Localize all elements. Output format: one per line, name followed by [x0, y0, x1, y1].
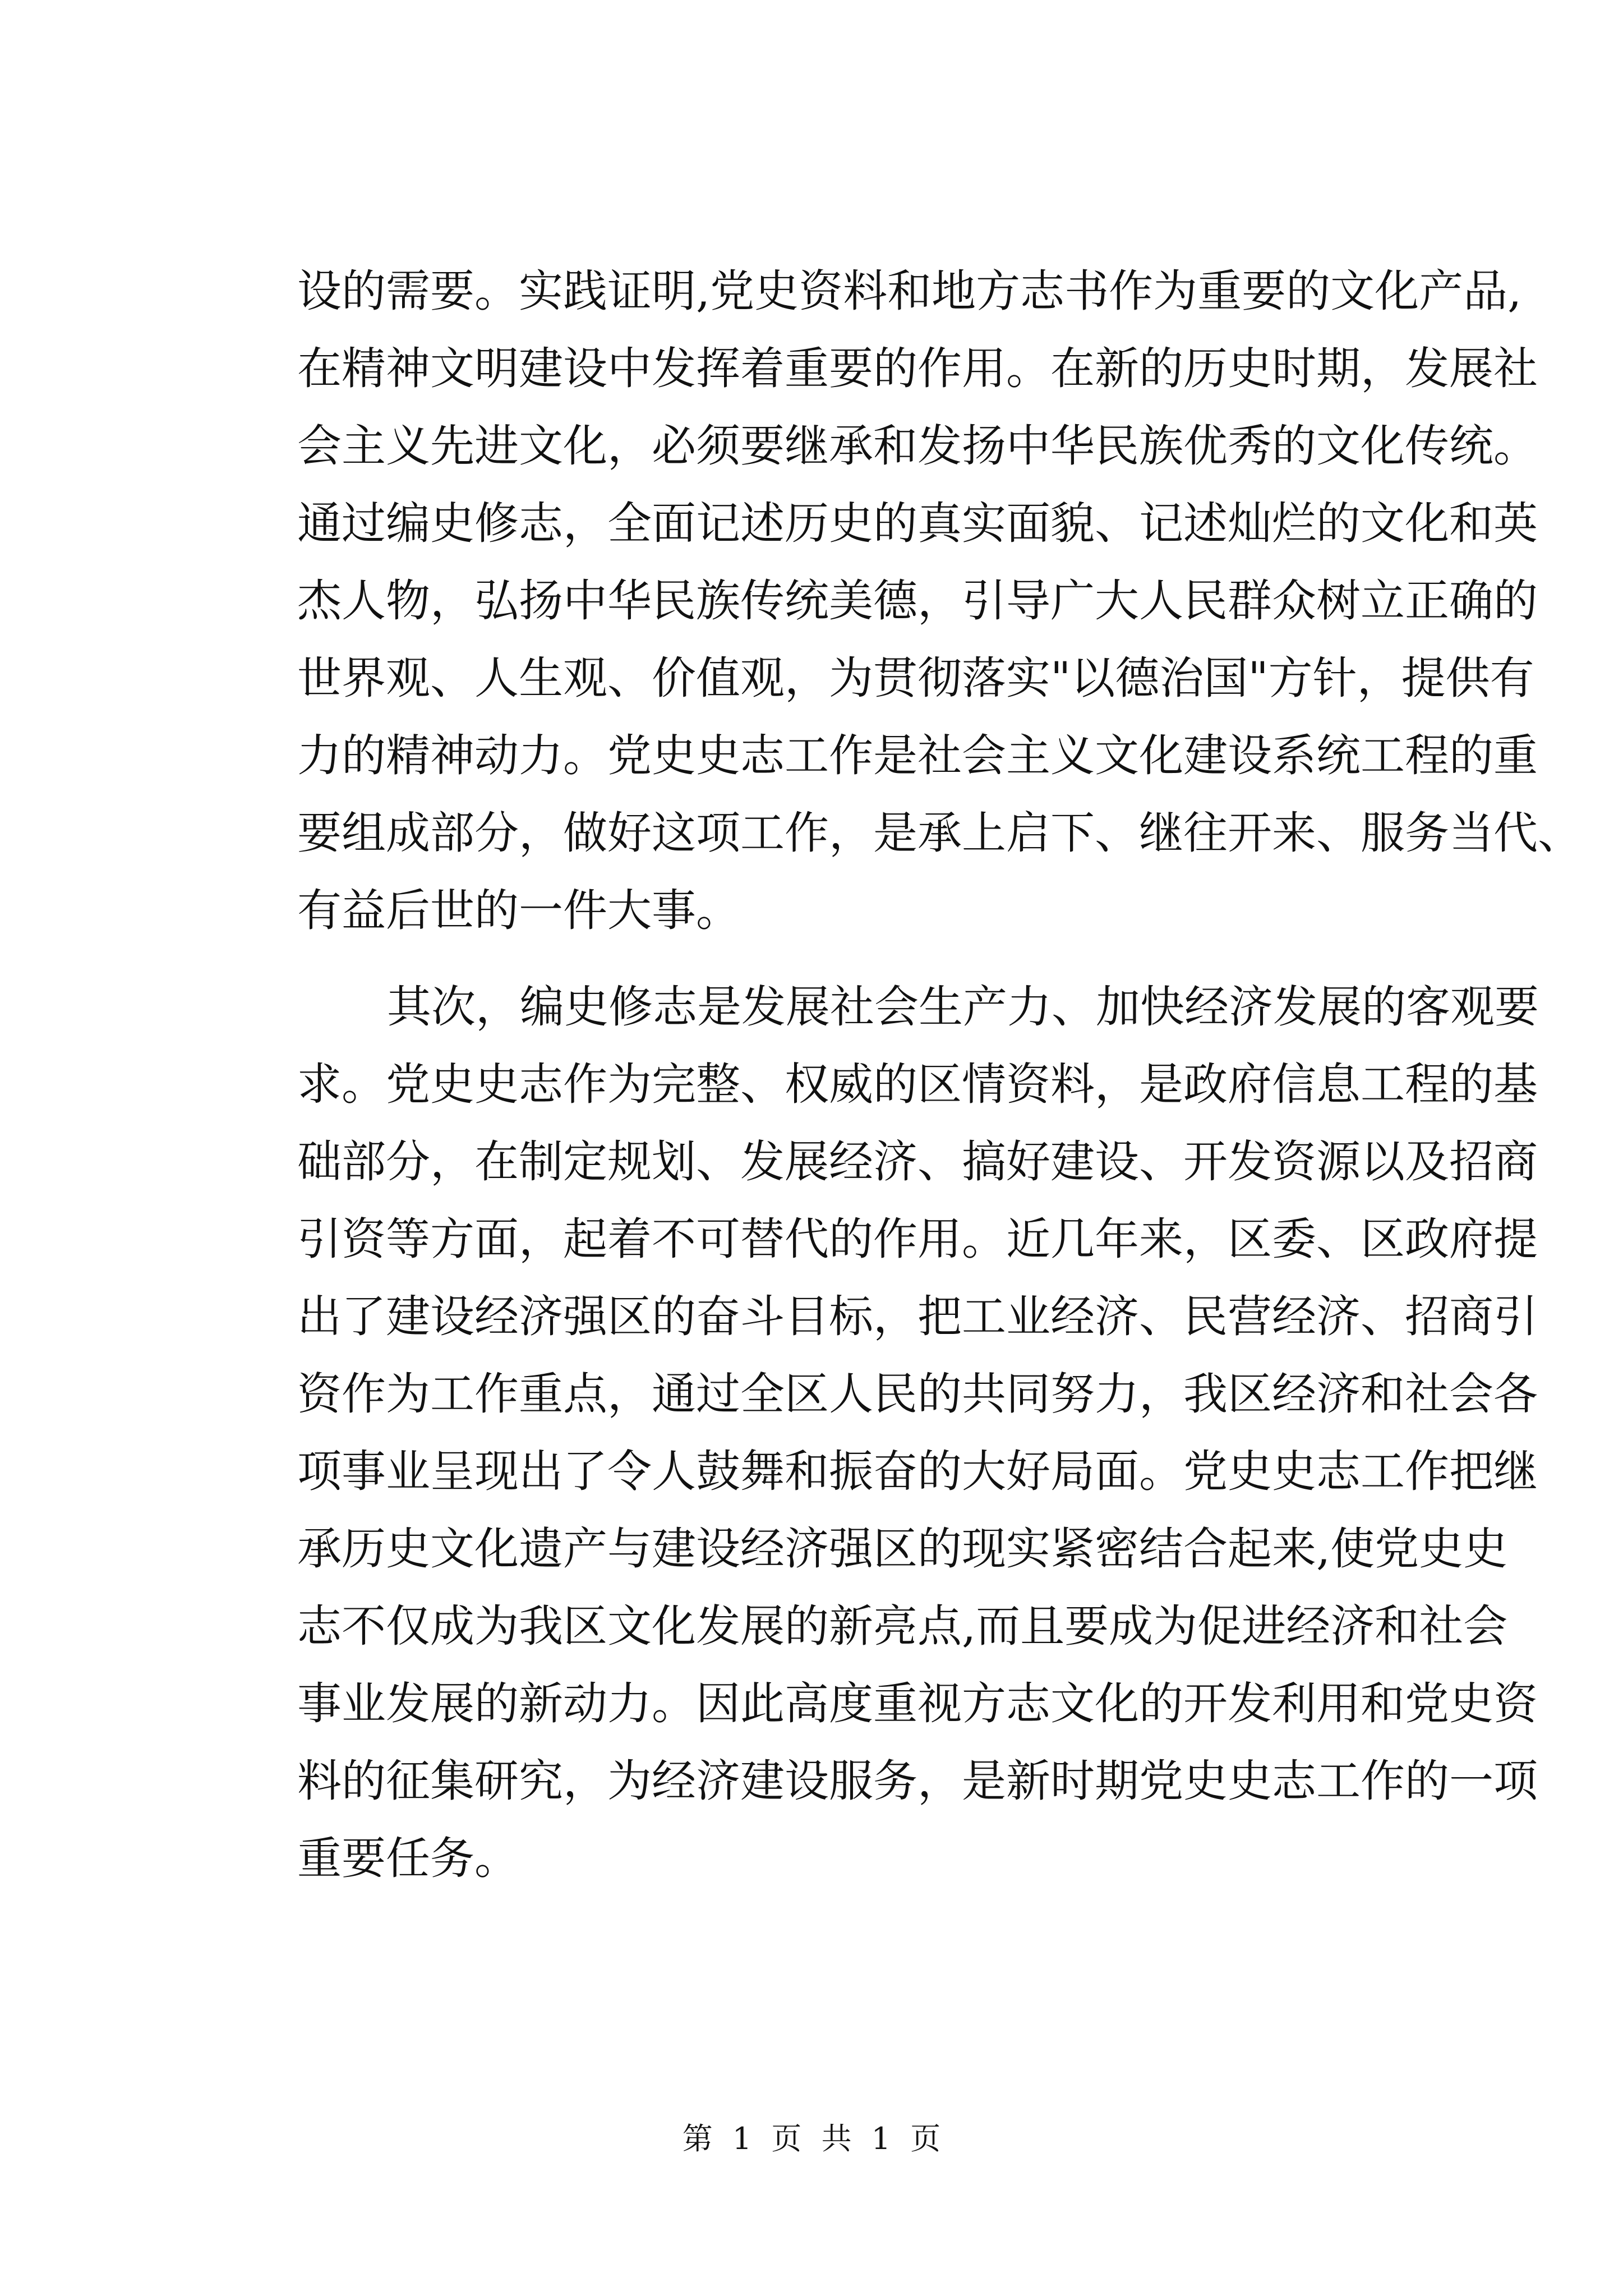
text-line: 出了建设经济强区的奋斗目标，把工业经济、民营经济、招商引 [297, 1291, 1538, 1342]
text-line: 要组成部分，做好这项工作，是承上启下、继往开来、服务当代、 [297, 807, 1582, 859]
text-line: 承历史文化遗产与建设经济强区的现实紧密结合起来,使党史史 [297, 1523, 1508, 1575]
text-line: 求。党史史志作为完整、权威的区情资料，是政府信息工程的基 [297, 1059, 1538, 1110]
text-line: 项事业呈现出了令人鼓舞和振奋的大好局面。党史史志工作把继 [297, 1446, 1538, 1497]
text-line: 志不仅成为我区文化发展的新亮点,而且要成为促进经济和社会 [297, 1600, 1508, 1652]
paragraph-2 [297, 968, 1539, 1897]
text-line: 会主义先进文化，必须要继承和发扬中华民族优秀的文化传统。 [297, 420, 1538, 472]
text-line: 在精神文明建设中发挥着重要的作用。在新的历史时期，发展社 [297, 343, 1538, 394]
body-text [297, 252, 1582, 1897]
text-line: 事业发展的新动力。因此高度重视方志文化的开发利用和党史资 [297, 1678, 1538, 1729]
text-line: 础部分，在制定规划、发展经济、搞好建设、开发资源以及招商 [297, 1136, 1538, 1188]
text-line: 资作为工作重点，通过全区人民的共同努力，我区经济和社会各 [297, 1368, 1538, 1420]
paragraph-1 [297, 252, 1582, 949]
text-line: 力的精神动力。党史史志工作是社会主义文化建设系统工程的重 [297, 730, 1538, 781]
text-line: 料的征集研究，为经济建设服务，是新时期党史史志工作的一项 [297, 1755, 1538, 1807]
text-line: 世界观、人生观、价值观，为贯彻落实"以德治国"方针，提供有 [297, 652, 1534, 704]
text-line: 设的需要。实践证明,党史资料和地方志书作为重要的文化产品, [297, 265, 1522, 317]
text-line: 引资等方面，起着不可替代的作用。近几年来，区委、区政府提 [297, 1213, 1538, 1265]
text-line: 重要任务。 [297, 1833, 519, 1884]
text-line: 通过编史修志，全面记述历史的真实面貌、记述灿烂的文化和英 [297, 498, 1538, 549]
text-line: 杰人物，弘扬中华民族传统美德，引导广大人民群众树立正确的 [297, 575, 1538, 627]
paragraph-gap [297, 949, 1441, 968]
page-number-footer: 第 1 页 共 1 页 [682, 2121, 941, 2156]
text-line: 有益后世的一件大事。 [297, 885, 740, 936]
text-line: 其次，编史修志是发展社会生产力、加快经济发展的客观要 [387, 981, 1539, 1033]
